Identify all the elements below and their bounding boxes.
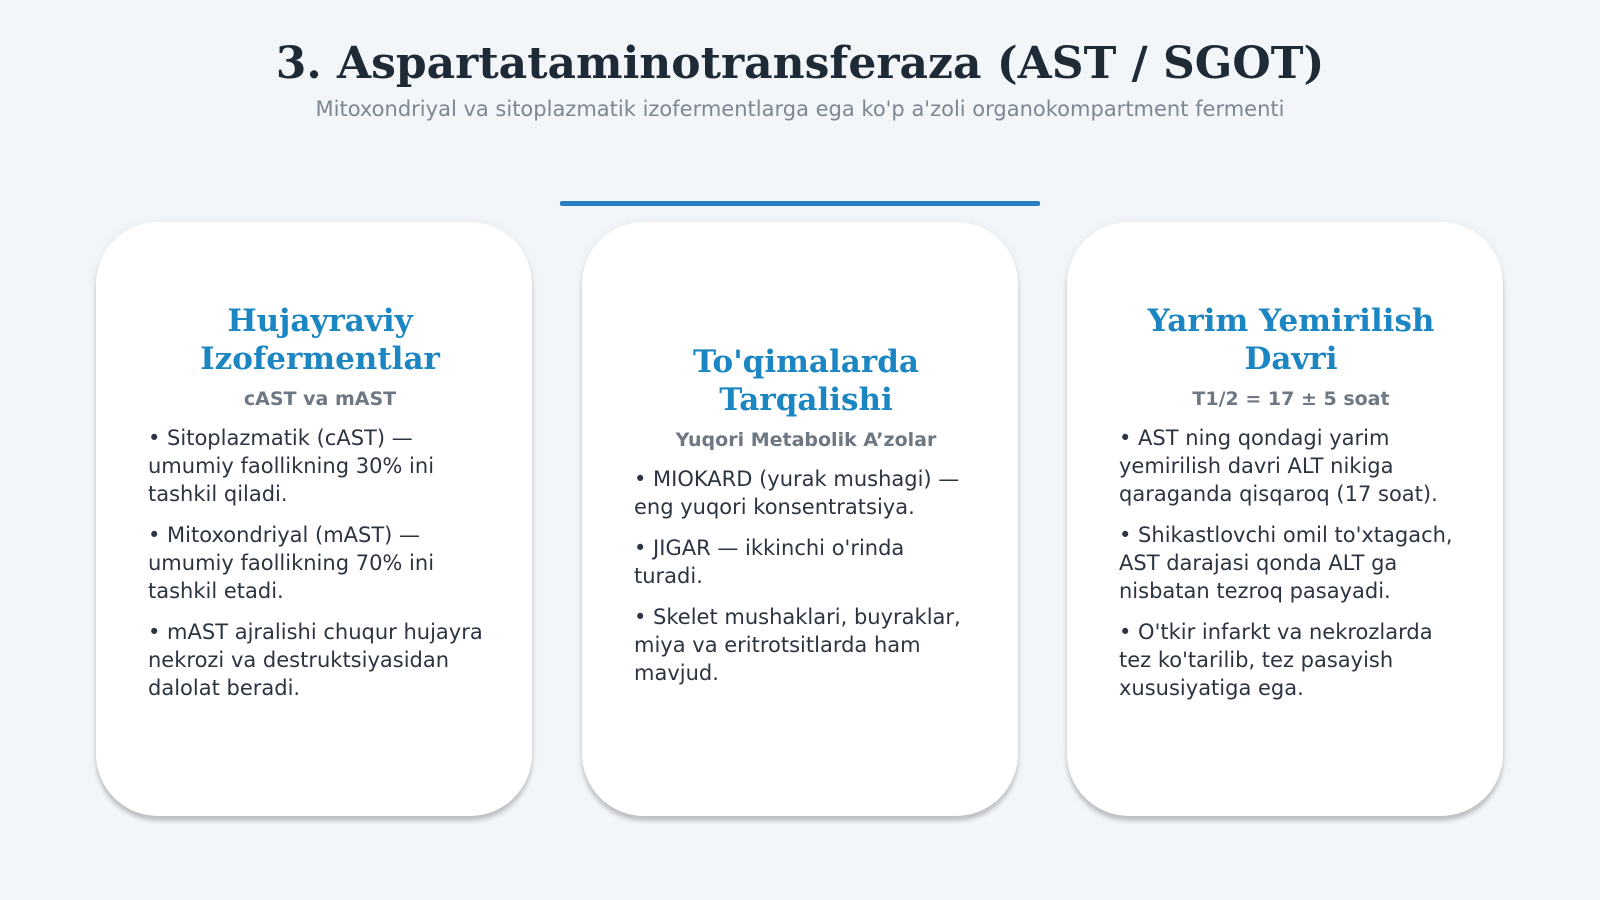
card-title: Yarim Yemirilish Davri — [1147, 303, 1435, 377]
bullet-item: • Sitoplazmatik (cAST) — umumiy faollikning 30% ini tashkil qiladi. — [148, 426, 435, 506]
slide-header — [0, 36, 1600, 124]
bullet-item: • Shikastlovchi omil to'xtagach, AST darajasi qonda ALT ga nisbatan tezroq pasayadi. — [1119, 523, 1453, 603]
slide-subtitle: Mitoxondriyal va sitoplazmatik izofermentlarga ega ko'p a'zoli organokompartment fermenti — [315, 97, 1285, 121]
bullet-item: • Skelet mushaklari, buyraklar, miya va eritrotsitlarda ham mavjud. — [634, 605, 961, 685]
card-subtitle: Yuqori Metabolik A’zolar — [675, 429, 937, 451]
card-title: Hujayraviy Izofermentlar — [200, 303, 440, 377]
bullet-item: • O'tkir infarkt va nekrozlarda tez ko'tarilib, tez pasayish xususiyatiga ega. — [1119, 620, 1433, 700]
bullet-item: • JIGAR — ikkinchi o'rinda turadi. — [634, 536, 905, 588]
card-subtitle: cAST va mAST — [243, 388, 397, 410]
card-tissue-distribution — [582, 222, 1018, 816]
bullet-item: • MIOKARD (yurak mushagi) — eng yuqori konsentratsiya. — [634, 467, 960, 519]
card-title: To'qimalarda Tarqalishi — [693, 344, 919, 418]
card-isoenzymes — [96, 222, 532, 816]
bullet-item: • AST ning qondagi yarim yemirilish davri ALT nikiga qaraganda qisqaroq (17 soat). — [1119, 426, 1438, 506]
card-subtitle: T1/2 = 17 ± 5 soat — [1192, 388, 1390, 410]
card-half-life — [1067, 222, 1503, 816]
accent-divider — [560, 201, 1040, 206]
bullet-item: • Mitoxondriyal (mAST) — umumiy faollikning 70% ini tashkil etadi. — [148, 523, 435, 603]
bullet-item: • mAST ajralishi chuqur hujayra nekrozi va destruktsiyasidan dalolat beradi. — [148, 620, 483, 700]
slide-title: 3. Aspartataminotransferaza (AST / SGOT) — [275, 38, 1325, 89]
